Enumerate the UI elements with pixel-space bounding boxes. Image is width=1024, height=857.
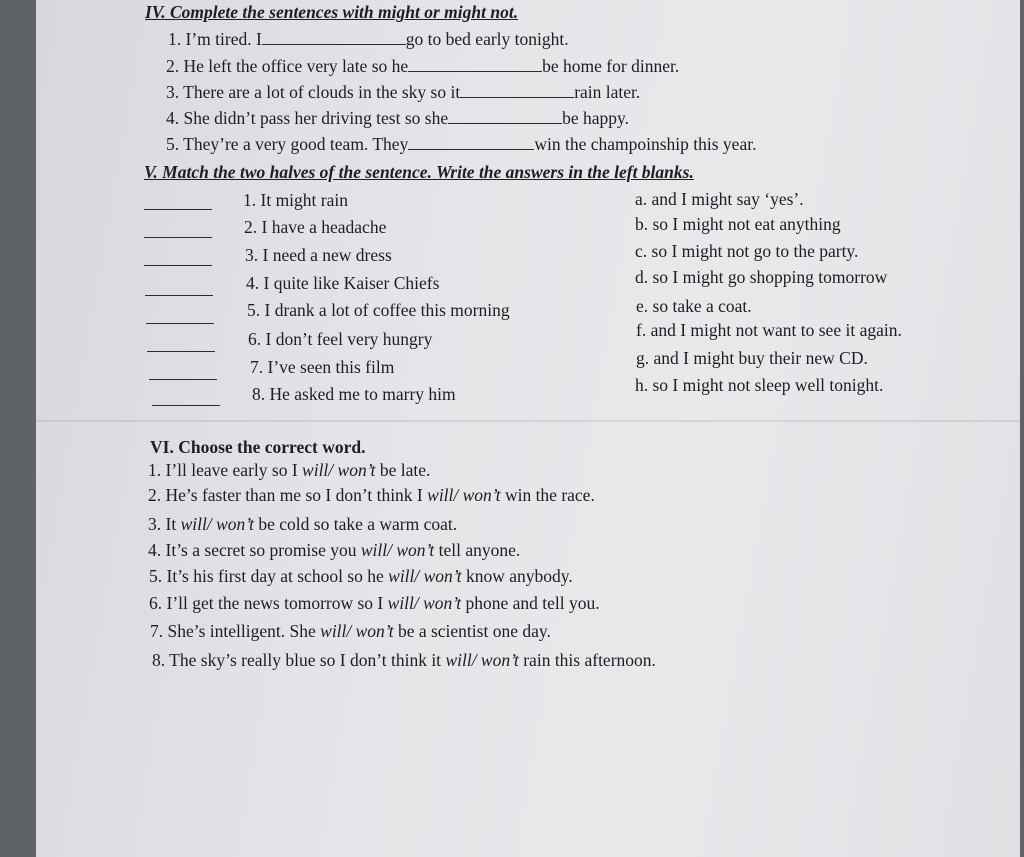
match-left-3: 3. I need a new dress: [245, 245, 392, 265]
item-text-after: go to bed early tonight.: [405, 29, 569, 49]
section-iv-item-3: [166, 82, 640, 103]
match-answer-blank-1[interactable]: [144, 208, 212, 210]
section-vi-item-6: [149, 593, 600, 614]
match-answer-blank-3[interactable]: [144, 264, 212, 266]
item-text-after: be late.: [379, 460, 431, 480]
section-vi-item-5: [149, 566, 573, 587]
answer-blank[interactable]: [448, 109, 562, 124]
word-choice[interactable]: will/ won’t: [427, 485, 501, 505]
section-iv-item-1: [168, 29, 569, 50]
match-right-e: e. so take a coat.: [636, 296, 752, 316]
match-answer-blank-8[interactable]: [152, 404, 220, 406]
section-iv-item-5: [166, 134, 756, 155]
word-choice[interactable]: will/ won’t: [360, 540, 435, 560]
match-left-5: 5. I drank a lot of coffee this morning: [247, 300, 510, 320]
item-text-before: 2. He’s faster than me so I don’t think I: [148, 485, 423, 505]
item-text-before: 1. I’ll leave early so I: [148, 460, 298, 480]
section-vi-item-1: [148, 460, 430, 481]
item-text-after: win the champoinship this year.: [534, 134, 757, 154]
answer-blank[interactable]: [408, 57, 542, 72]
match-answer-blank-4[interactable]: [145, 294, 213, 296]
section-iv-heading: IV. Complete the sentences with might or might not.: [145, 2, 519, 22]
match-right-a: a. and I might say ‘yes’.: [635, 189, 804, 209]
item-text-before: 8. The sky’s really blue so I don’t think it: [152, 650, 442, 670]
item-text-before: 6. I’ll get the news tomorrow so I: [149, 593, 384, 613]
item-text-before: 5. They’re a very good team. They: [166, 134, 409, 154]
section-iv-item-2: [166, 56, 679, 77]
answer-blank[interactable]: [460, 83, 574, 98]
word-choice[interactable]: will/ won’t: [302, 460, 376, 480]
item-text-after: rain later.: [574, 82, 641, 102]
match-answer-blank-2[interactable]: [144, 236, 212, 238]
match-answer-blank-5[interactable]: [146, 322, 214, 324]
section-iv-item-4: [166, 108, 629, 129]
item-text-before: 7. She’s intelligent. She: [150, 621, 316, 641]
item-text-after: phone and tell you.: [465, 593, 600, 613]
match-left-8: 8. He asked me to marry him: [252, 384, 456, 404]
item-text-after: win the race.: [504, 485, 595, 505]
match-left-6: 6. I don’t feel very hungry: [248, 329, 433, 349]
item-text-after: be happy.: [562, 108, 629, 128]
word-choice[interactable]: will/ won’t: [445, 650, 519, 670]
item-text-after: know anybody.: [465, 566, 573, 586]
section-vi-item-7: [150, 621, 551, 642]
item-text-before: 4. She didn’t pass her driving test so she: [166, 108, 449, 128]
match-left-4: 4. I quite like Kaiser Chiefs: [246, 273, 440, 293]
item-text-after: rain this afternoon.: [523, 650, 656, 670]
word-choice[interactable]: will/ won’t: [388, 566, 462, 586]
match-left-7: 7. I’ve seen this film: [250, 357, 395, 377]
section-vi-heading: VI. Choose the correct word.: [150, 437, 366, 457]
item-text-before: 1. I’m tired. I: [168, 29, 262, 49]
item-text-after: be cold so take a warm coat.: [258, 514, 458, 534]
worksheet-page: [36, 0, 1020, 857]
match-right-c: c. so I might not go to the party.: [635, 241, 859, 261]
section-vi-item-4: [148, 540, 520, 561]
item-text-before: 3. There are a lot of clouds in the sky so it: [166, 82, 461, 102]
match-right-d: d. so I might go shopping tomorrow: [635, 267, 888, 287]
match-right-g: g. and I might buy their new CD.: [636, 348, 868, 368]
word-choice[interactable]: will/ won’t: [387, 593, 462, 613]
paper-fold-crease: [36, 420, 1020, 422]
item-text-before: 2. He left the office very late so he: [166, 56, 409, 76]
match-right-f: f. and I might not want to see it again.: [636, 320, 902, 340]
section-vi-item-8: [152, 650, 656, 671]
section-vi-item-2: [148, 485, 595, 506]
item-text-after: be a scientist one day.: [397, 621, 551, 641]
item-text-after: tell anyone.: [438, 540, 521, 560]
item-text-before: 3. It: [148, 514, 177, 534]
word-choice[interactable]: will/ won’t: [180, 514, 254, 534]
word-choice[interactable]: will/ won’t: [320, 621, 394, 641]
item-text-before: 5. It’s his first day at school so he: [149, 566, 384, 586]
match-left-1: 1. It might rain: [243, 190, 348, 210]
match-left-2: 2. I have a headache: [244, 217, 387, 237]
match-answer-blank-7[interactable]: [149, 378, 217, 380]
match-answer-blank-6[interactable]: [147, 350, 215, 352]
section-vi-item-3: [148, 514, 457, 535]
match-right-b: b. so I might not eat anything: [635, 214, 841, 234]
answer-blank[interactable]: [408, 135, 534, 150]
item-text-after: be home for dinner.: [542, 56, 680, 76]
answer-blank[interactable]: [262, 30, 406, 45]
item-text-before: 4. It’s a secret so promise you: [148, 540, 357, 560]
section-v-heading: V. Match the two halves of the sentence. Write the answers in the left blanks.: [144, 162, 694, 182]
match-right-h: h. so I might not sleep well tonight.: [635, 375, 884, 395]
